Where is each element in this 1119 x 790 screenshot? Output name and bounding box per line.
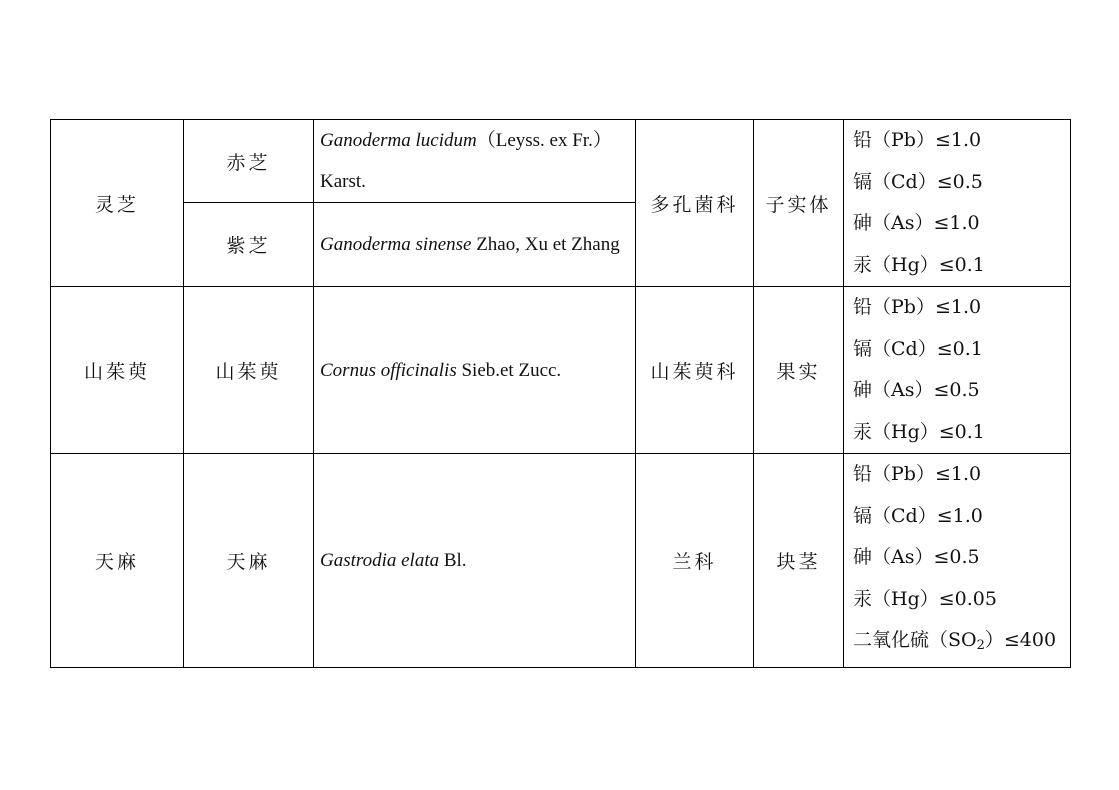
- herb-limits-table: [50, 119, 1071, 668]
- latin-author: （Leyss. ex Fr.）Karst.: [320, 130, 612, 192]
- limit-line: 砷（As）≤1.0: [853, 212, 980, 234]
- limits-cell: [844, 120, 1071, 287]
- limits-cell: [844, 287, 1071, 454]
- latin-genus-species: Ganoderma sinense: [320, 234, 472, 255]
- latin-author: Sieb.et Zucc.: [456, 359, 562, 381]
- family: 山茱萸科: [636, 287, 754, 454]
- limit-line: 铅（Pb）≤1.0: [853, 463, 982, 485]
- latin-author: Bl.: [439, 549, 467, 571]
- limit-line: 汞（Hg）≤0.05: [853, 587, 997, 610]
- family: 多孔菌科: [636, 120, 754, 287]
- limit-line: 镉（Cd）≤1.0: [853, 504, 983, 527]
- source-cn-name: 山茱萸: [184, 287, 314, 454]
- latin-name: [314, 454, 636, 668]
- medicinal-part: 子实体: [754, 120, 844, 287]
- latin-name: [314, 287, 636, 454]
- limit-line: 汞（Hg）≤0.1: [853, 253, 985, 276]
- table-row: [51, 454, 1071, 668]
- source-cn-name: 天麻: [184, 454, 314, 668]
- medicinal-part: 果实: [754, 287, 844, 454]
- limit-line-so2: 二氧化硫$(SO_2)\le 400$: [853, 629, 1057, 653]
- latin-genus-species: Ganoderma lucidum: [320, 130, 477, 151]
- source-cn-name: 紫芝: [184, 203, 314, 287]
- latin-author: Zhao, Xu et Zhang: [471, 234, 620, 255]
- family: 兰科: [636, 454, 754, 668]
- latin-name: [314, 203, 636, 287]
- latin-genus-species: Cornus officinalis: [320, 359, 457, 381]
- source-cn-name: 赤芝: [184, 120, 314, 203]
- herb-name: 山茱萸: [51, 287, 184, 454]
- limits-cell: [844, 454, 1071, 668]
- table-row: [51, 287, 1071, 454]
- limit-line: 汞（Hg）≤0.1: [853, 420, 985, 443]
- medicinal-part: 块茎: [754, 454, 844, 668]
- herb-name: 灵芝: [51, 120, 184, 287]
- latin-name: [314, 120, 636, 203]
- limit-line: 铅（Pb）≤1.0: [853, 129, 982, 151]
- limit-line: 镉（Cd）≤0.5: [853, 170, 983, 193]
- limit-line: 砷（As）≤0.5: [853, 379, 980, 401]
- latin-genus-species: Gastrodia elata: [320, 549, 440, 571]
- limit-line: 铅（Pb）≤1.0: [853, 296, 982, 318]
- limit-line: 镉（Cd）≤0.1: [853, 337, 983, 360]
- table-row: [51, 120, 1071, 203]
- herb-name: 天麻: [51, 454, 184, 668]
- limit-line: 砷（As）≤0.5: [853, 546, 980, 568]
